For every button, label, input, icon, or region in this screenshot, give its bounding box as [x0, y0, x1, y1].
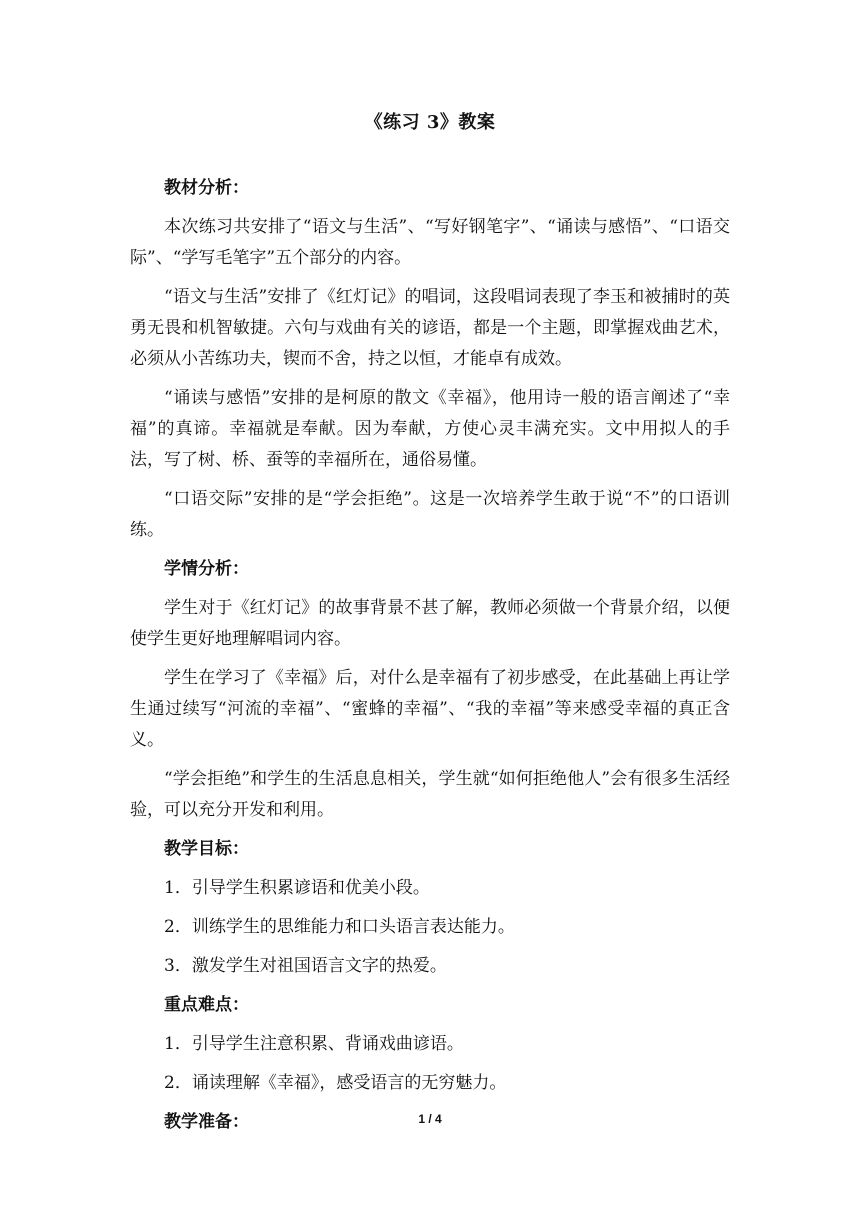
document-body — [130, 173, 730, 1146]
paragraph: 本次练习共安排了“语文与生活”、“写好钢笔字”、“诵读与感悟”、“口语交际”、“学写毛笔字”五个部分的内容。 — [130, 217, 730, 268]
list-item: 3．激发学生对祖国语言文字的热爱。 — [164, 956, 447, 976]
paragraph: “诵读与感悟”安排的是柯原的散文《幸福》，他用诗一般的语言阐述了“幸福”的真谛。幸福就是奉献。因为奉献，方使心灵丰满充实。文中用拟人的手法，写了树、桥、蚕等的幸福所在，通俗易懂。 — [130, 388, 730, 470]
page-number: 1 / 4 — [418, 1112, 442, 1126]
list-item: 1．引导学生积累谚语和优美小段。 — [164, 878, 430, 898]
document-title: 《练习 3》教案 — [364, 112, 496, 133]
paragraph: “语文与生活”安排了《红灯记》的唱词，这段唱词表现了李玉和被捕时的英勇无畏和机智敏捷。六句与戏曲有关的谚语，都是一个主题，即掌握戏曲艺术，必须从小苦练功夫，锲而不舍，持之以恒，才能卓有成效。 — [130, 287, 730, 369]
section-heading-materials: 教材分析： — [164, 178, 249, 198]
paragraph: 学生在学习了《幸福》后，对什么是幸福有了初步感受，在此基础上再让学生通过续写“河流的幸福”、“蜜蜂的幸福”、“我的幸福”等来感受幸福的真正含义。 — [130, 668, 730, 750]
section-heading-preparation: 教学准备： — [164, 1112, 249, 1132]
paragraph: “学会拒绝”和学生的生活息息相关，学生就“如何拒绝他人”会有很多生活经验，可以充分开发和利用。 — [130, 769, 730, 820]
list-item: 1．引导学生注意积累、背诵戏曲谚语。 — [164, 1034, 464, 1054]
paragraph: 学生对于《红灯记》的故事背景不甚了解，教师必须做一个背景介绍，以便使学生更好地理解唱词内容。 — [130, 598, 730, 649]
section-heading-key-points: 重点难点： — [164, 995, 249, 1015]
list-item: 2．诵读理解《幸福》，感受语言的无穷魅力。 — [164, 1073, 507, 1093]
paragraph: “口语交际”安排的是“学会拒绝”。这是一次培养学生敢于说“不”的口语训练。 — [130, 489, 730, 540]
section-heading-objectives: 教学目标： — [164, 839, 249, 859]
section-heading-students: 学情分析： — [164, 559, 249, 579]
list-item: 2．训练学生的思维能力和口头语言表达能力。 — [164, 917, 515, 937]
